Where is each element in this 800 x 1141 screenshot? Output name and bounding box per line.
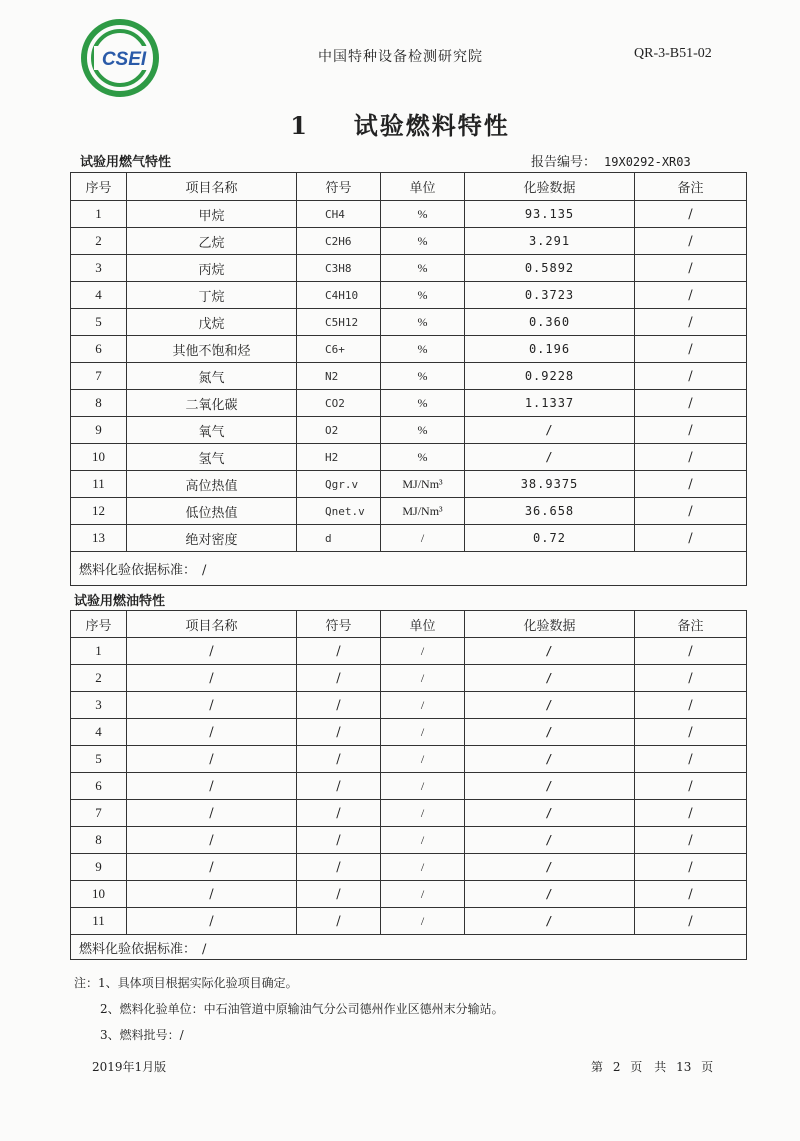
unit-cell: %: [381, 444, 465, 471]
value-cell: 1.1337: [465, 390, 635, 417]
symbol-cell: /: [297, 719, 381, 746]
unit-cell: /: [381, 881, 465, 908]
notes: [74, 970, 504, 1048]
symbol-cell: O2: [297, 417, 381, 444]
value-cell: /: [465, 908, 635, 935]
unit-cell: %: [381, 417, 465, 444]
row-index-cell: 9: [71, 854, 127, 881]
symbol-cell: C6+: [297, 336, 381, 363]
unit-cell: /: [381, 746, 465, 773]
column-header: 符号: [297, 611, 381, 638]
remark-cell: /: [635, 800, 747, 827]
row-index-cell: 3: [71, 255, 127, 282]
item-name-cell: 丙烷: [127, 255, 297, 282]
remark-cell: /: [635, 638, 747, 665]
oil-properties-table: [70, 610, 747, 960]
report-number: [531, 151, 691, 170]
value-cell: /: [465, 719, 635, 746]
table-header-row: [71, 173, 747, 201]
value-cell: /: [465, 444, 635, 471]
note-item: 2、燃料化验单位：中石油管道中原输油气分公司德州作业区德州末分输站。: [100, 1002, 504, 1016]
item-name-cell: /: [127, 665, 297, 692]
basis-label: 燃料化验依据标准：: [79, 941, 197, 957]
unit-cell: %: [381, 363, 465, 390]
gas-basis-row: [71, 552, 747, 586]
remark-cell: /: [635, 390, 747, 417]
value-cell: /: [465, 827, 635, 854]
column-header: 单位: [381, 611, 465, 638]
note-item: 3、燃料批号：/: [100, 1028, 184, 1042]
column-header: 序号: [71, 611, 127, 638]
symbol-cell: C4H10: [297, 282, 381, 309]
table-row: [71, 282, 747, 309]
value-cell: 0.9228: [465, 363, 635, 390]
item-name-cell: 高位热值: [127, 471, 297, 498]
item-name-cell: 甲烷: [127, 201, 297, 228]
item-name-cell: /: [127, 746, 297, 773]
value-cell: 0.3723: [465, 282, 635, 309]
value-cell: 0.360: [465, 309, 635, 336]
symbol-cell: /: [297, 827, 381, 854]
gas-properties-table: [70, 172, 747, 586]
symbol-cell: Qgr.v: [297, 471, 381, 498]
unit-cell: /: [381, 665, 465, 692]
table-row: [71, 665, 747, 692]
row-index-cell: 4: [71, 282, 127, 309]
item-name-cell: 氢气: [127, 444, 297, 471]
row-index-cell: 3: [71, 692, 127, 719]
table-row: [71, 827, 747, 854]
unit-cell: /: [381, 692, 465, 719]
column-header: 备注: [635, 173, 747, 201]
value-cell: 0.5892: [465, 255, 635, 282]
table-row: [71, 444, 747, 471]
note-item: 注：1、具体项目根据实际化验项目确定。: [74, 976, 298, 990]
row-index-cell: 8: [71, 827, 127, 854]
table-row: [71, 363, 747, 390]
edition-label: 2019年1月版: [92, 1060, 167, 1074]
column-header: 化验数据: [465, 173, 635, 201]
basis-value: /: [202, 941, 207, 957]
column-header: 项目名称: [127, 173, 297, 201]
remark-cell: /: [635, 471, 747, 498]
table-row: [71, 881, 747, 908]
table-row: [71, 471, 747, 498]
table-row: [71, 800, 747, 827]
remark-cell: /: [635, 665, 747, 692]
item-name-cell: /: [127, 854, 297, 881]
row-index-cell: 8: [71, 390, 127, 417]
table-row: [71, 638, 747, 665]
row-index-cell: 5: [71, 746, 127, 773]
remark-cell: /: [635, 228, 747, 255]
table-row: [71, 908, 747, 935]
unit-cell: MJ/Nm³: [381, 471, 465, 498]
value-cell: /: [465, 692, 635, 719]
item-name-cell: 丁烷: [127, 282, 297, 309]
remark-cell: /: [635, 309, 747, 336]
oil-section-label: 试验用燃油特性: [74, 594, 166, 609]
row-index-cell: 2: [71, 665, 127, 692]
unit-cell: /: [381, 854, 465, 881]
item-name-cell: /: [127, 719, 297, 746]
unit-cell: /: [381, 908, 465, 935]
table-row: [71, 201, 747, 228]
remark-cell: /: [635, 719, 747, 746]
value-cell: 0.196: [465, 336, 635, 363]
column-header: 化验数据: [465, 611, 635, 638]
row-index-cell: 11: [71, 908, 127, 935]
row-index-cell: 9: [71, 417, 127, 444]
value-cell: 93.135: [465, 201, 635, 228]
table-row: [71, 746, 747, 773]
table-row: [71, 336, 747, 363]
item-name-cell: 乙烷: [127, 228, 297, 255]
row-index-cell: 4: [71, 719, 127, 746]
symbol-cell: /: [297, 800, 381, 827]
value-cell: /: [465, 773, 635, 800]
table-row: [71, 854, 747, 881]
symbol-cell: /: [297, 854, 381, 881]
item-name-cell: 绝对密度: [127, 525, 297, 552]
item-name-cell: 氮气: [127, 363, 297, 390]
basis-value: /: [202, 563, 207, 578]
item-name-cell: /: [127, 881, 297, 908]
logo-text: CSEI: [101, 49, 147, 70]
row-index-cell: 1: [71, 638, 127, 665]
column-header: 序号: [71, 173, 127, 201]
item-name-cell: /: [127, 692, 297, 719]
symbol-cell: /: [297, 746, 381, 773]
table-row: [71, 719, 747, 746]
remark-cell: /: [635, 498, 747, 525]
row-index-cell: 6: [71, 336, 127, 363]
value-cell: /: [465, 638, 635, 665]
symbol-cell: /: [297, 773, 381, 800]
value-cell: /: [465, 881, 635, 908]
value-cell: /: [465, 854, 635, 881]
remark-cell: /: [635, 336, 747, 363]
table-row: [71, 498, 747, 525]
symbol-cell: CH4: [297, 201, 381, 228]
column-header: 项目名称: [127, 611, 297, 638]
page-number: 第 2 页 共 13 页: [591, 1060, 714, 1074]
organization-name: 中国特种设备检测研究院: [318, 49, 483, 65]
table-row: [71, 390, 747, 417]
unit-cell: %: [381, 201, 465, 228]
remark-cell: /: [635, 363, 747, 390]
row-index-cell: 10: [71, 444, 127, 471]
row-index-cell: 7: [71, 800, 127, 827]
remark-cell: /: [635, 908, 747, 935]
symbol-cell: CO2: [297, 390, 381, 417]
value-cell: /: [465, 746, 635, 773]
row-index-cell: 7: [71, 363, 127, 390]
symbol-cell: C5H12: [297, 309, 381, 336]
symbol-cell: C3H8: [297, 255, 381, 282]
remark-cell: /: [635, 255, 747, 282]
table-row: [71, 255, 747, 282]
item-name-cell: 二氧化碳: [127, 390, 297, 417]
report-number-label: 报告编号：: [531, 155, 597, 170]
gas-section-label: 试验用燃气特性: [80, 155, 172, 170]
symbol-cell: C2H6: [297, 228, 381, 255]
item-name-cell: /: [127, 773, 297, 800]
item-name-cell: /: [127, 638, 297, 665]
symbol-cell: /: [297, 665, 381, 692]
remark-cell: /: [635, 773, 747, 800]
row-index-cell: 5: [71, 309, 127, 336]
symbol-cell: d: [297, 525, 381, 552]
row-index-cell: 10: [71, 881, 127, 908]
table-row: [71, 692, 747, 719]
value-cell: 38.9375: [465, 471, 635, 498]
unit-cell: /: [381, 800, 465, 827]
item-name-cell: /: [127, 800, 297, 827]
unit-cell: /: [381, 638, 465, 665]
table-row: [71, 309, 747, 336]
remark-cell: /: [635, 692, 747, 719]
report-number-value: 19X0292-XR03: [604, 155, 691, 169]
remark-cell: /: [635, 854, 747, 881]
remark-cell: /: [635, 201, 747, 228]
item-name-cell: 氧气: [127, 417, 297, 444]
symbol-cell: /: [297, 638, 381, 665]
value-cell: 36.658: [465, 498, 635, 525]
row-index-cell: 1: [71, 201, 127, 228]
symbol-cell: H2: [297, 444, 381, 471]
remark-cell: /: [635, 525, 747, 552]
item-name-cell: 低位热值: [127, 498, 297, 525]
symbol-cell: Qnet.v: [297, 498, 381, 525]
unit-cell: /: [381, 827, 465, 854]
value-cell: /: [465, 417, 635, 444]
oil-basis-row: [71, 935, 747, 960]
symbol-cell: /: [297, 881, 381, 908]
unit-cell: /: [381, 719, 465, 746]
row-index-cell: 2: [71, 228, 127, 255]
row-index-cell: 6: [71, 773, 127, 800]
value-cell: /: [465, 665, 635, 692]
symbol-cell: /: [297, 692, 381, 719]
row-index-cell: 13: [71, 525, 127, 552]
symbol-cell: N2: [297, 363, 381, 390]
item-name-cell: 戊烷: [127, 309, 297, 336]
unit-cell: %: [381, 390, 465, 417]
title-text: 试验燃料特性: [353, 111, 510, 140]
remark-cell: /: [635, 282, 747, 309]
value-cell: /: [465, 800, 635, 827]
title-number: 1: [290, 111, 309, 140]
remark-cell: /: [635, 827, 747, 854]
table-header-row: [71, 611, 747, 638]
value-cell: 3.291: [465, 228, 635, 255]
row-index-cell: 11: [71, 471, 127, 498]
value-cell: 0.72: [465, 525, 635, 552]
unit-cell: %: [381, 336, 465, 363]
unit-cell: %: [381, 309, 465, 336]
unit-cell: %: [381, 228, 465, 255]
row-index-cell: 12: [71, 498, 127, 525]
remark-cell: /: [635, 444, 747, 471]
document-code: QR-3-B51-02: [634, 46, 712, 61]
column-header: 备注: [635, 611, 747, 638]
unit-cell: %: [381, 282, 465, 309]
unit-cell: /: [381, 525, 465, 552]
column-header: 单位: [381, 173, 465, 201]
remark-cell: /: [635, 417, 747, 444]
column-header: 符号: [297, 173, 381, 201]
page-title: [0, 106, 800, 141]
unit-cell: MJ/Nm³: [381, 498, 465, 525]
item-name-cell: /: [127, 908, 297, 935]
basis-label: 燃料化验依据标准：: [79, 563, 197, 578]
table-row: [71, 525, 747, 552]
remark-cell: /: [635, 746, 747, 773]
item-name-cell: /: [127, 827, 297, 854]
item-name-cell: 其他不饱和烃: [127, 336, 297, 363]
unit-cell: %: [381, 255, 465, 282]
csei-logo: [80, 18, 160, 98]
symbol-cell: /: [297, 908, 381, 935]
unit-cell: /: [381, 773, 465, 800]
remark-cell: /: [635, 881, 747, 908]
table-row: [71, 228, 747, 255]
table-row: [71, 773, 747, 800]
table-row: [71, 417, 747, 444]
